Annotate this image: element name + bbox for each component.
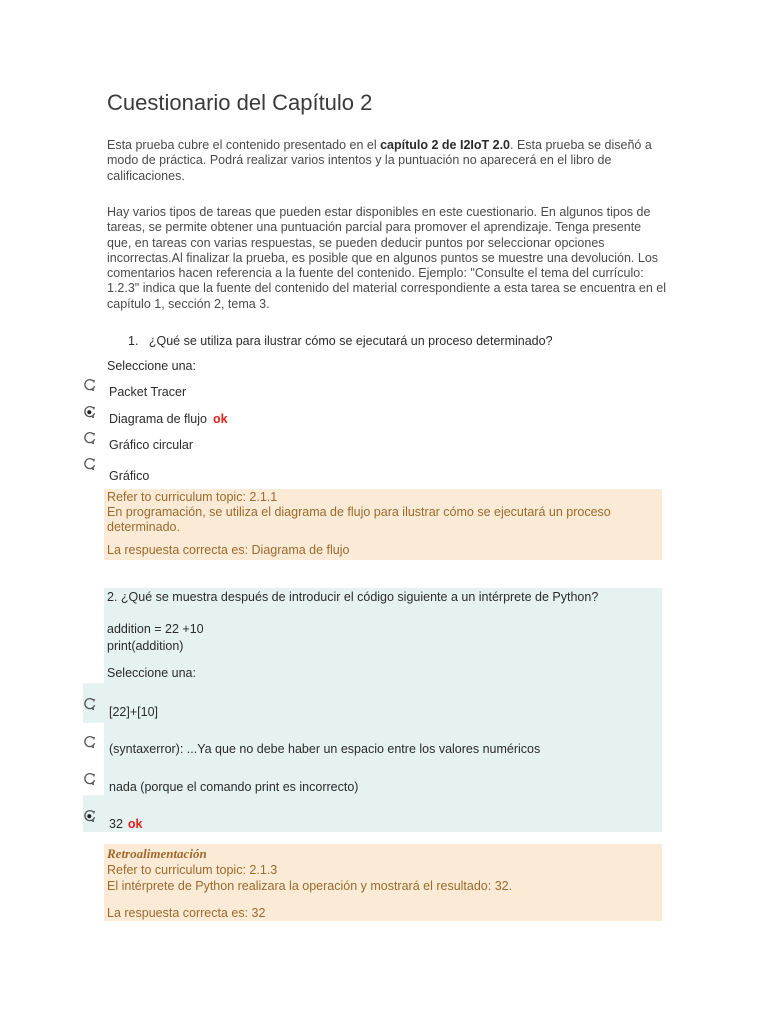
correct-mark: ok — [212, 412, 228, 426]
q1-option-3-radio-icon[interactable] — [83, 431, 97, 445]
q1-option-2-label: Diagrama de flujo — [109, 412, 207, 426]
q2-code-line-2: print(addition) — [107, 639, 184, 653]
page-title: Cuestionario del Capítulo 2 — [107, 90, 373, 115]
q1-option-4-label: Gráfico — [109, 469, 150, 483]
q1-option-3-label: Gráfico circular — [109, 438, 194, 452]
q2-option-3-label: nada (porque el comando print es incorrecto) — [109, 780, 359, 794]
q2-option-1-radio-icon[interactable] — [83, 697, 97, 711]
q1-select-prompt: Seleccione una: — [107, 359, 196, 373]
q1-feedback-answer: La respuesta correcta es: Diagrama de flujo — [107, 543, 350, 557]
q2-option-4 — [109, 817, 143, 831]
q1-question-text: ¿Qué se utiliza para ilustrar cómo se ejecutará un proceso determinado? — [148, 334, 553, 348]
q1-option-1-label: Packet Tracer — [109, 385, 187, 399]
q2-option-3-radio-icon[interactable] — [83, 772, 97, 786]
q2-feedback-topic: Refer to curriculum topic: 2.1.3 — [107, 863, 278, 877]
q1-question — [128, 334, 553, 348]
q2-select-prompt: Seleccione una: — [107, 666, 196, 680]
correct-mark: ok — [127, 817, 143, 831]
intro-paragraph-1 — [107, 138, 667, 184]
intro-paragraph-2: Hay varios tipos de tareas que pueden estar disponibles en este cuestionario. En algunos tipos de tareas, se permite obtener una puntuación parcial para promover el aprendizaje. Tenga presente que, en tareas con varias respuestas, se pueden deducir puntos por seleccionar opciones incorrectas.Al finalizar la prueba, es posible que en algunos puntos se muestre una devolución. Los comentarios hacen referencia a la fuente del contenido. Ejemplo: "Consulte el tema del currículo: 1.2.3" indica que la fuente del contenido del material correspondiente a esta tarea se encuentra en el capítulo 1, sección 2, tema 3. — [107, 205, 666, 311]
intro-text-end: . Esta prueba se diseñó a modo de práctica. Podrá realizar varios intentos y la puntuación no aparecerá en el libro de calificaciones. — [107, 138, 652, 183]
q2-feedback-answer: La respuesta correcta es: 32 — [107, 906, 266, 920]
q2-option-2-label: (syntaxerror): ...Ya que no debe haber un espacio entre los valores numéricos — [109, 742, 541, 756]
intro-text-start: Esta prueba cubre el contenido presentado en el — [107, 138, 381, 152]
q2-option-4-radio-checked-icon[interactable] — [83, 809, 97, 823]
q2-option-1-label: [22]+[10] — [109, 705, 158, 719]
q2-feedback-heading: Retroalimentación — [107, 846, 207, 861]
q2-code-line-1: addition = 22 +10 — [107, 622, 204, 636]
intro-chapter-bold: capítulo 2 de I2IoT 2.0 — [380, 138, 511, 152]
q1-feedback-topic: Refer to curriculum topic: 2.1.1 — [107, 490, 278, 504]
q1-feedback-explanation: En programación, se utiliza el diagrama de flujo para ilustrar cómo se ejecutará un proceso determinado. — [107, 505, 611, 534]
q2-option-4-label: 32 — [109, 817, 123, 831]
q2-option-2-radio-icon[interactable] — [83, 735, 97, 749]
q1-number: 1. — [128, 334, 139, 348]
q1-option-2 — [109, 412, 228, 426]
q1-feedback-box — [104, 489, 662, 560]
q1-option-1-radio-icon[interactable] — [83, 378, 97, 392]
q2-feedback-explanation: El intérprete de Python realizara la operación y mostrará el resultado: 32. — [107, 879, 513, 893]
q2-feedback-box — [104, 844, 662, 921]
q1-option-2-radio-checked-icon[interactable] — [83, 405, 97, 419]
q2-question-text: 2. ¿Qué se muestra después de introducir el código siguiente a un intérprete de Python? — [107, 590, 599, 604]
q1-option-4-radio-icon[interactable] — [83, 457, 97, 471]
